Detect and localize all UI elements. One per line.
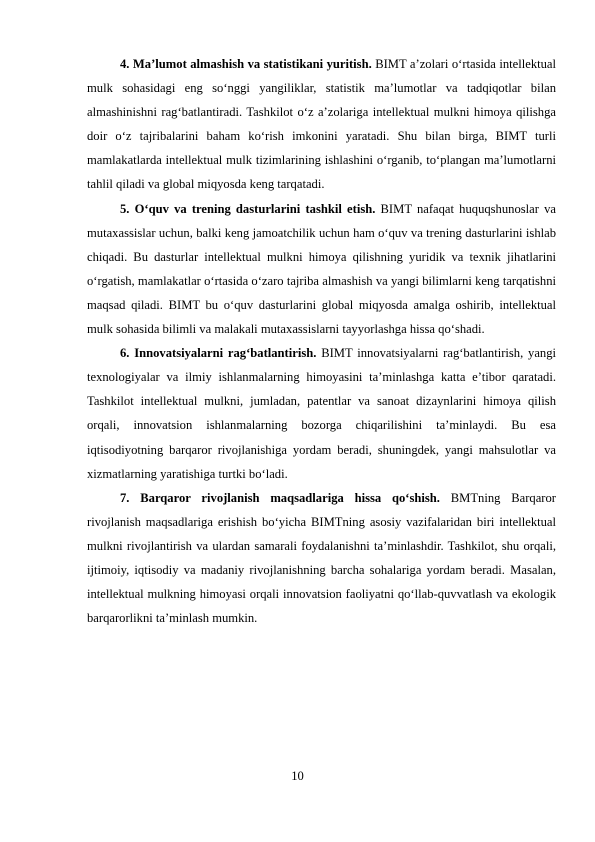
paragraph-training-programs [87,197,556,342]
paragraph-innovation [87,341,556,486]
paragraph-text: BIMT innovatsiyalarni rag‘batlantirish, yangi texnologiyalar va ilmiy ishlanmalarning himoyasini ta’minlashga katta e’tibor qaratadi. Tashkilot intellektual mulkni, jumladan, patentlar va sanoat dizaynlarini himoya qilish orqali, innovatsion ishlanmalarning bozorga chiqarilishini ta’minlaydi. Bu esa iqtisodiyotning barqaror rivojlanishiga yordam beradi, shuningdek, yangi mahsulotlar va xizmatlarning yaratishiga turtki bo‘ladi. [87,346,556,481]
paragraph-text: BIMT a’zolari o‘rtasida intellektual mulk sohasidagi eng so‘nggi yangiliklar, statistik ma’lumotlar va tadqiqotlar bilan almashinishni rag‘batlantiradi. Tashkilot o‘z a’zolariga intellektual mulkni himoya qilishga doir o‘z tajribalarini baham ko‘rish imkonini yaratadi. Shu bilan birga, BIMT turli mamlakatlarda intellektual mulk tizimlarining ishlashini o‘rganib, to‘plangan ma’lumotlarni tahlil qiladi va global miqyosda keng tarqatadi. [87,57,557,192]
paragraph-sustainable-development [87,486,556,631]
paragraph-info-exchange [87,52,556,197]
paragraph-heading: 4. Ma’lumot almashish va statistikani yuritish. [120,57,372,71]
page-number: 10 [291,769,304,783]
paragraph-text: BIMT nafaqat huquqshunoslar va mutaxassislar uchun, balki keng jamoatchilik uchun ham o‘quv va trening dasturlarini ishlab chiqadi. Bu dasturlar intellektual mulkni himoya qilishning yuridik va texnik jihatlarini o‘rgatish, mamlakatlar o‘rtasida o‘zaro tajriba almashish va yangi bilimlarni keng tarqatishni maqsad qiladi. BIMT bu o‘quv dasturlarini global miqyosda amalga oshirib, intellektual mulk sohasida bilimli va malakali mutaxassislarni tayyorlashga hissa qo‘shadi. [87,201,556,337]
paragraph-text: BMTning Barqaror rivojlanish maqsadlariga erishish bo‘yicha BIMTning asosiy vazifalaridan biri intellektual mulkni rivojlantirish va ulardan samarali foydalanishni ta’minlashdir. Tashkilot, shu orqali, ijtimoiy, iqtisodiy va madaniy rivojlanishning barcha sohalariga yordam beradi. Masalan, intellektual mulkning himoyasi orqali innovatsion faoliyatni qo‘llab-quvvatlash va ekologik barqarorlikni ta’minlash mumkin. [87,490,556,626]
page-body [87,52,556,630]
paragraph-heading: 7. Barqaror rivojlanish maqsadlariga hissa qo‘shish. [120,490,440,505]
paragraph-heading: 6. Innovatsiyalarni rag‘batlantirish. [120,346,317,361]
paragraph-heading: 5. O‘quv va trening dasturlarini tashkil etish. [120,201,376,216]
